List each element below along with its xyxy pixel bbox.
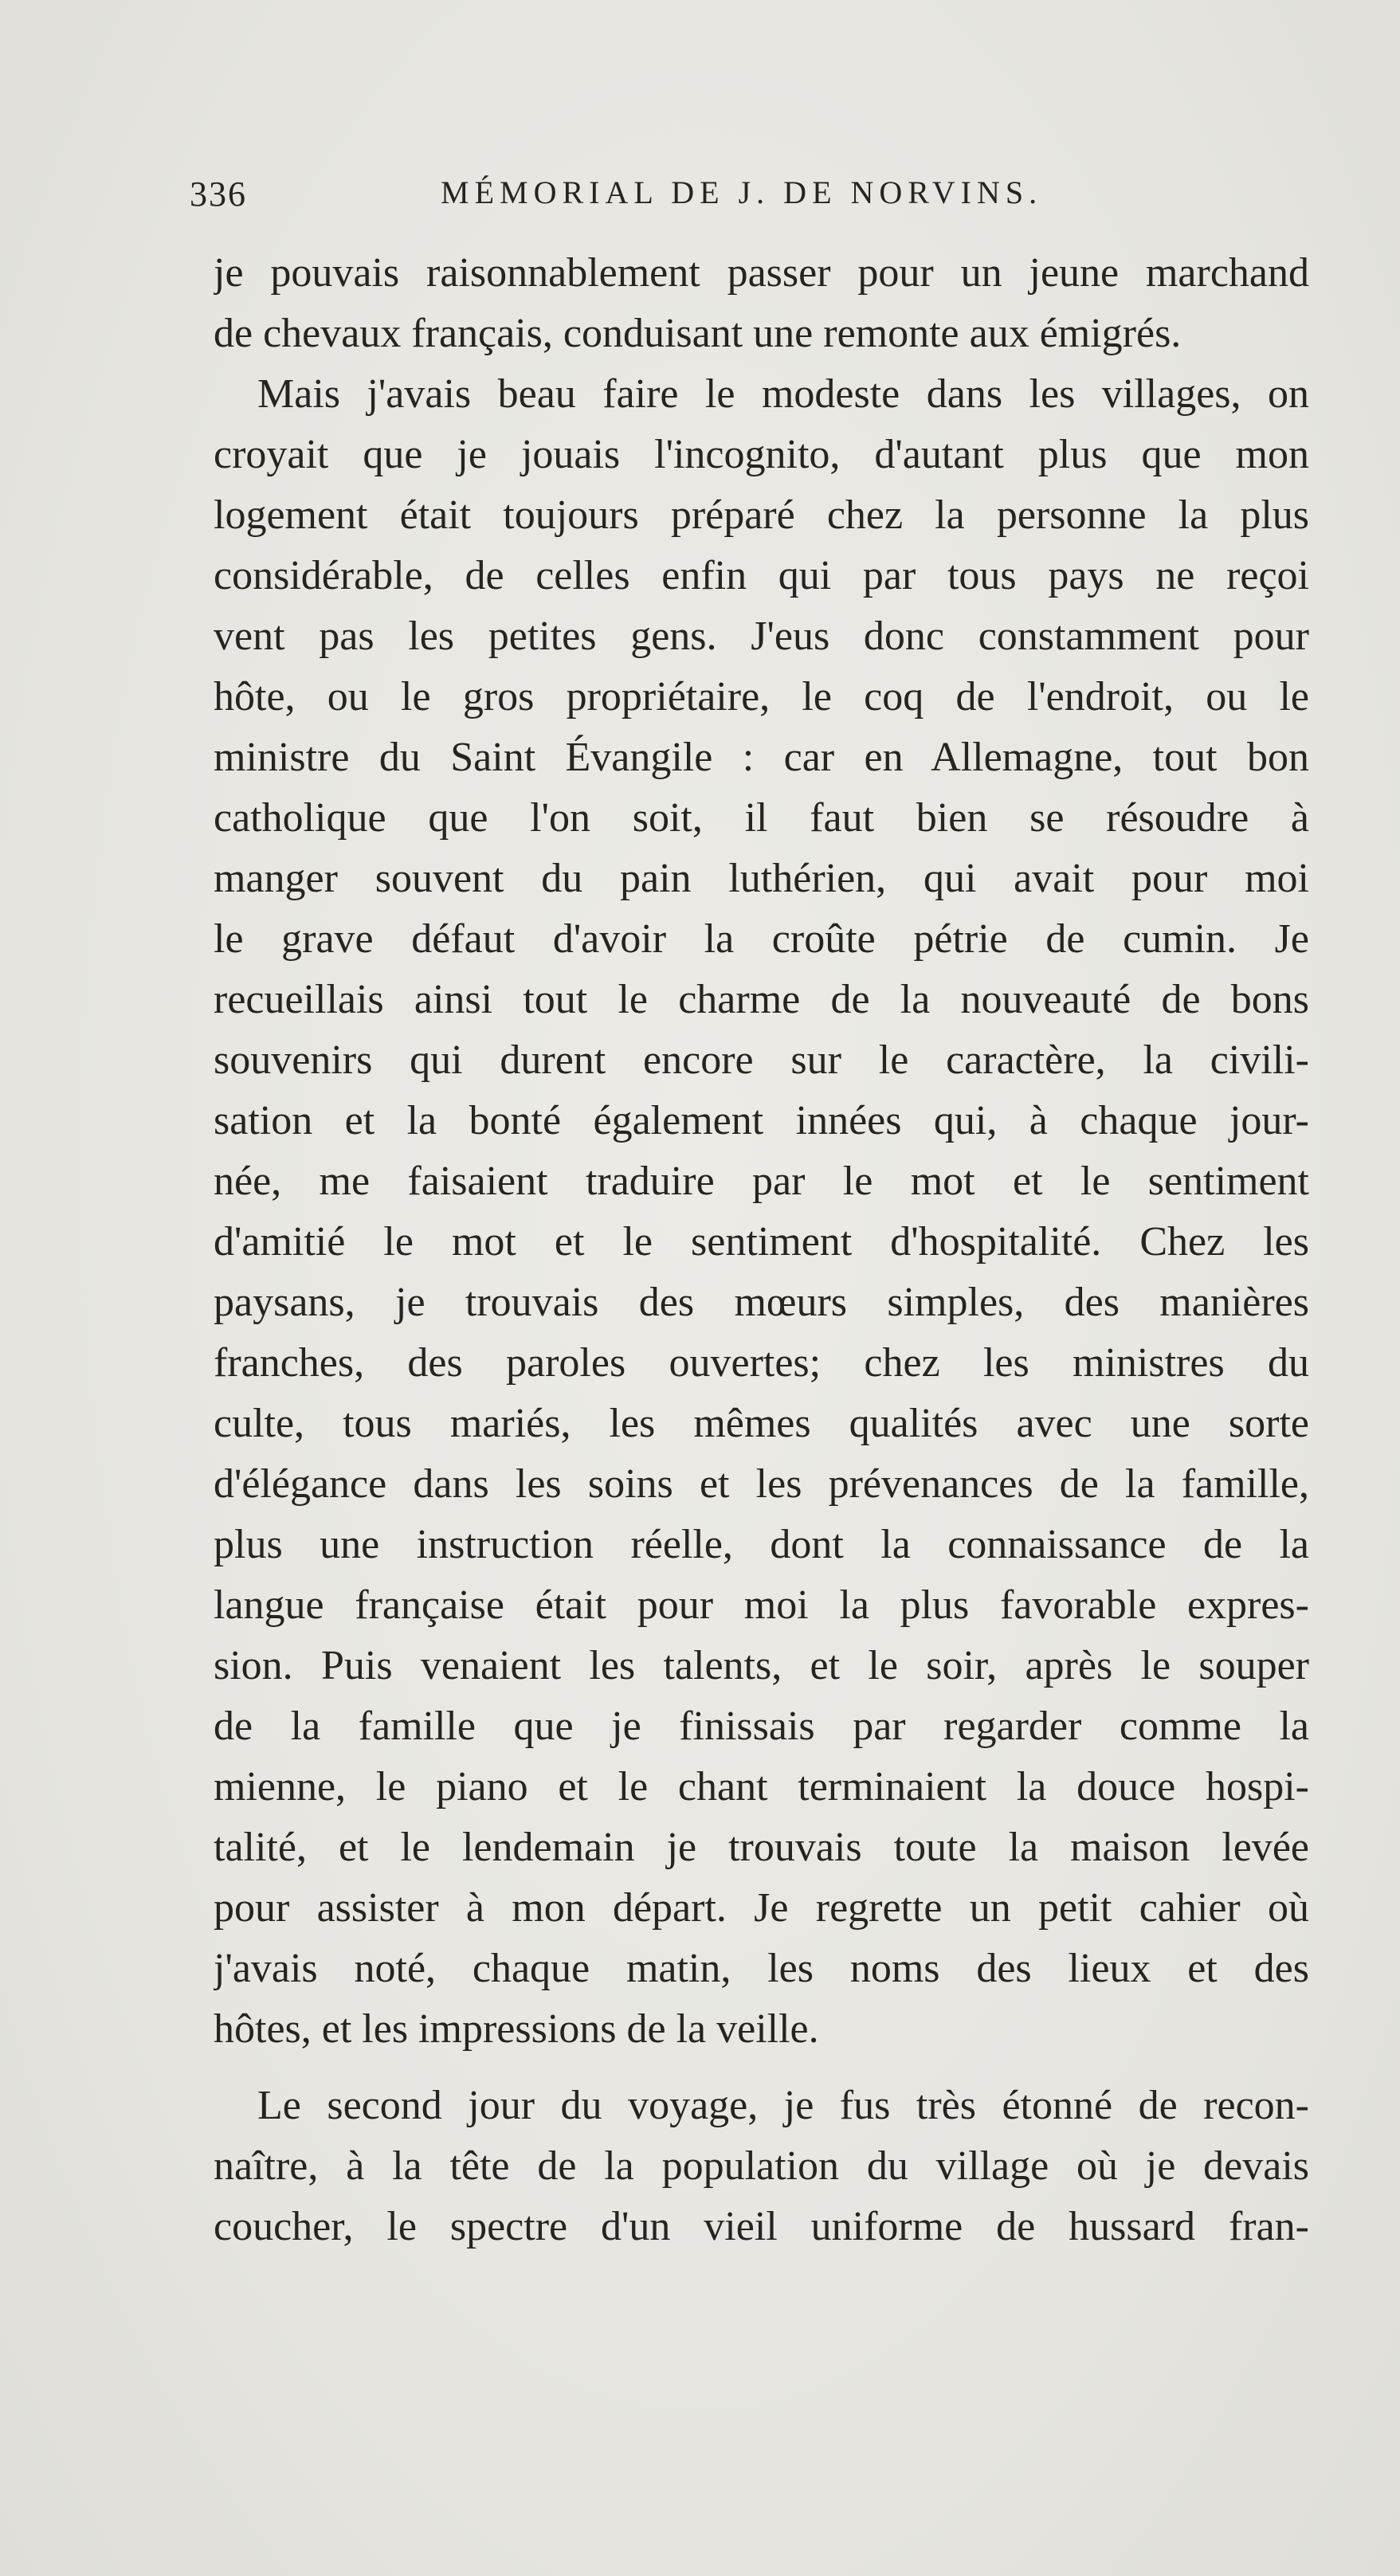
text-line: paysans, je trouvais des mœurs simples, des manières [214,1280,1309,1325]
text-line: ministre du Saint Évangile : car en Allemagne, tout bon [214,735,1309,780]
paragraph-start-line: Mais j'avais beau faire le modeste dans les villages, on [257,371,1309,417]
text-line: culte, tous mariés, les mêmes qualités avec une sorte [214,1401,1309,1446]
text-line: considérable, de celles enfin qui par tous pays ne reçoi [214,553,1309,598]
page-number: 336 [190,174,247,214]
text-line: hôtes, et les impressions de la veille. [214,2006,819,2052]
text-line: coucher, le spectre d'un vieil uniforme de hussard fran- [214,2204,1309,2249]
text-line: naître, à la tête de la population du village où je devais [214,2143,1309,2189]
text-line: langue française était pour moi la plus favorable expres- [214,1582,1309,1628]
text-line: catholique que l'on soit, il faut bien se résoudre à [214,795,1309,841]
text-line: je pouvais raisonnablement passer pour un jeune marchand [214,250,1309,296]
text-line: logement était toujours préparé chez la personne la plus [214,492,1309,538]
text-line: d'élégance dans les soins et les prévenances de la famille, [214,1461,1309,1507]
text-line: recueillais ainsi tout le charme de la nouveauté de bons [214,977,1309,1022]
text-line: d'amitié le mot et le sentiment d'hospitalité. Chez les [214,1219,1309,1264]
running-title: MÉMORIAL DE J. DE NORVINS. [441,174,1043,210]
text-line: manger souvent du pain luthérien, qui avait pour moi [214,856,1309,901]
text-line: souvenirs qui durent encore sur le caractère, la civili- [214,1037,1309,1083]
text-line: vent pas les petites gens. J'eus donc constamment pour [214,614,1309,659]
text-line: croyait que je jouais l'incognito, d'autant plus que mon [214,432,1309,477]
text-line: j'avais noté, chaque matin, les noms des lieux et des [214,1946,1309,1991]
text-line: née, me faisaient traduire par le mot et le sentiment [214,1159,1309,1204]
page-header [190,174,1305,229]
text-line: plus une instruction réelle, dont la connaissance de la [214,1522,1309,1567]
text-line: le grave défaut d'avoir la croûte pétrie de cumin. Je [214,916,1309,962]
paragraph-gap [214,2060,1309,2076]
text-line: de la famille que je finissais par regarder comme la [214,1704,1309,1749]
text-line: franches, des paroles ouvertes; chez les ministres du [214,1340,1309,1386]
text-line: hôte, ou le gros propriétaire, le coq de l'endroit, ou le [214,674,1309,719]
text-line: mienne, le piano et le chant terminaient la douce hospi- [214,1764,1309,1809]
text-line: talité, et le lendemain je trouvais toute la maison levée [214,1825,1309,1870]
text-line: sation et la bonté également innées qui, à chaque jour- [214,1098,1309,1143]
text-line: de chevaux français, conduisant une remonte aux émigrés. [214,311,1182,356]
paragraph-start-line: Le second jour du voyage, je fus très étonné de recon- [257,2083,1309,2128]
body-text [214,243,1309,2257]
text-line: pour assister à mon départ. Je regrette un petit cahier où [214,1885,1309,1931]
text-line: sion. Puis venaient les talents, et le soir, après le souper [214,1643,1309,1688]
